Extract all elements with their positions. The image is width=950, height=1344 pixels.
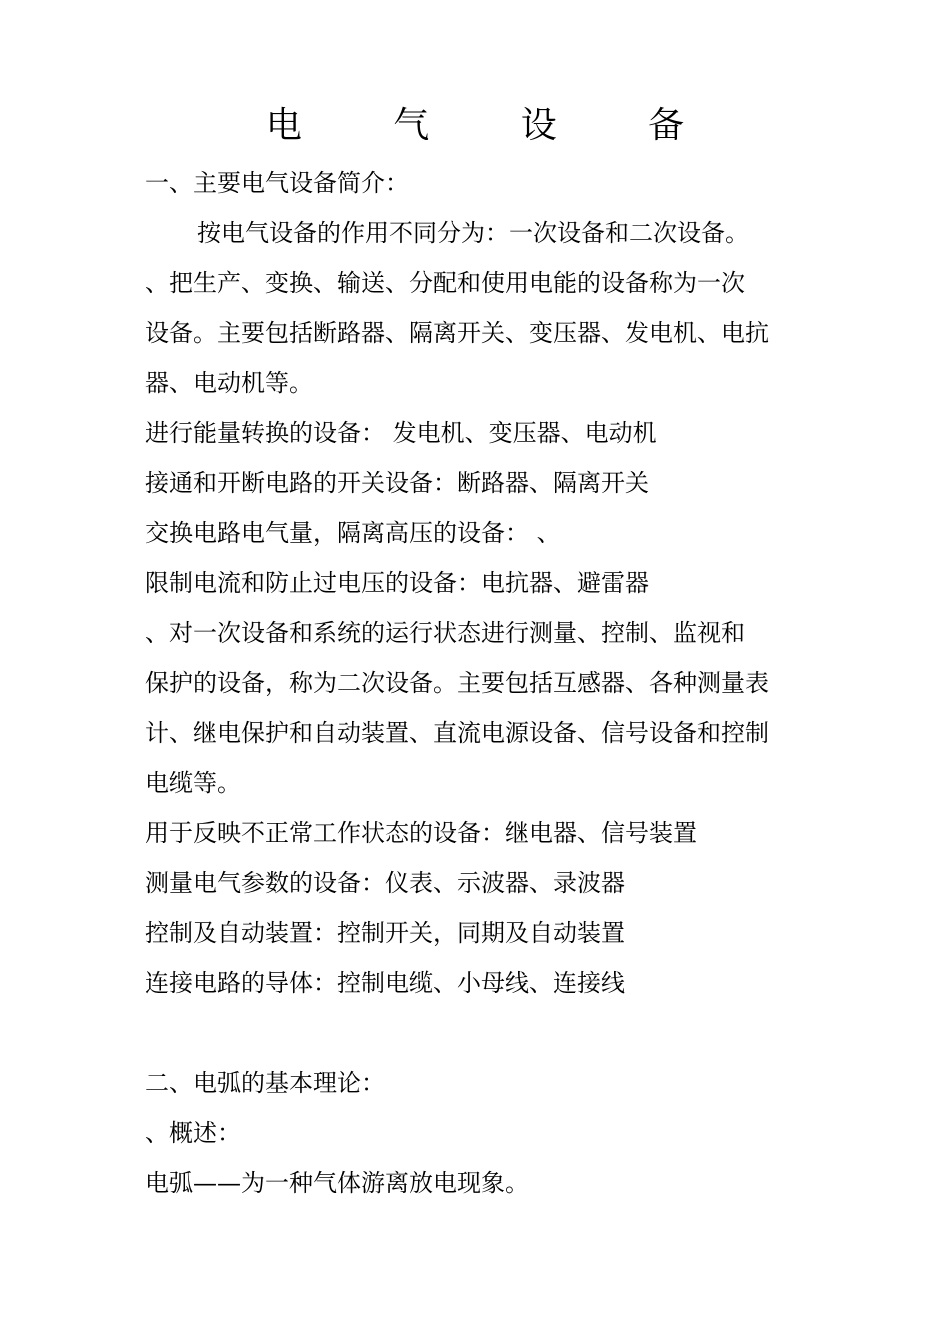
primary-equipment-paragraph-line-1: 、把生产、变换、输送、分配和使用电能的设备称为一次	[145, 269, 745, 297]
primary-equipment-paragraph-line-3: 器、电动机等。	[145, 369, 313, 397]
paragraph-spacer	[145, 1008, 835, 1058]
arc-definition: 电弧——为一种气体游离放电现象。	[145, 1169, 529, 1197]
secondary-equipment-paragraph-line-2: 保护的设备，称为二次设备。主要包括互感器、各种测量表	[145, 669, 769, 697]
primary-item-switching: 接通和开断电路的开关设备：断路器、隔离开关	[145, 469, 649, 497]
section-2-subheading-overview: 、概述：	[145, 1119, 241, 1147]
primary-item-isolation: 交换电路电气量，隔离高压的设备： 、	[145, 519, 561, 547]
section-2-heading: 二、电弧的基本理论：	[145, 1069, 385, 1097]
secondary-item-abnormal-state: 用于反映不正常工作状态的设备：继电器、信号装置	[145, 819, 697, 847]
secondary-item-conductors: 连接电路的导体：控制电缆、小母线、连接线	[145, 969, 625, 997]
section-1-heading: 一、主要电气设备简介：	[145, 169, 409, 197]
secondary-item-control: 控制及自动装置：控制开关，同期及自动装置	[145, 919, 625, 947]
document-body	[145, 158, 835, 1208]
primary-item-energy-conversion: 进行能量转换的设备： 发电机、变压器、电动机	[145, 419, 657, 447]
secondary-equipment-paragraph-line-4: 电缆等。	[145, 769, 241, 797]
primary-equipment-paragraph-line-2: 设备。主要包括断路器、隔离开关、变压器、发电机、电抗	[145, 319, 769, 347]
document-title: 电 气 设 备	[265, 105, 725, 146]
secondary-item-measurement: 测量电气参数的设备：仪表、示波器、录波器	[145, 869, 625, 897]
secondary-equipment-paragraph-line-3: 计、继电保护和自动装置、直流电源设备、信号设备和控制	[145, 719, 769, 747]
section-1-intro: 按电气设备的作用不同分为：一次设备和二次设备。	[197, 219, 749, 247]
primary-item-current-limiting: 限制电流和防止过电压的设备：电抗器、避雷器	[145, 569, 649, 597]
secondary-equipment-paragraph-line-1: 、对一次设备和系统的运行状态进行测量、控制、监视和	[145, 619, 745, 647]
